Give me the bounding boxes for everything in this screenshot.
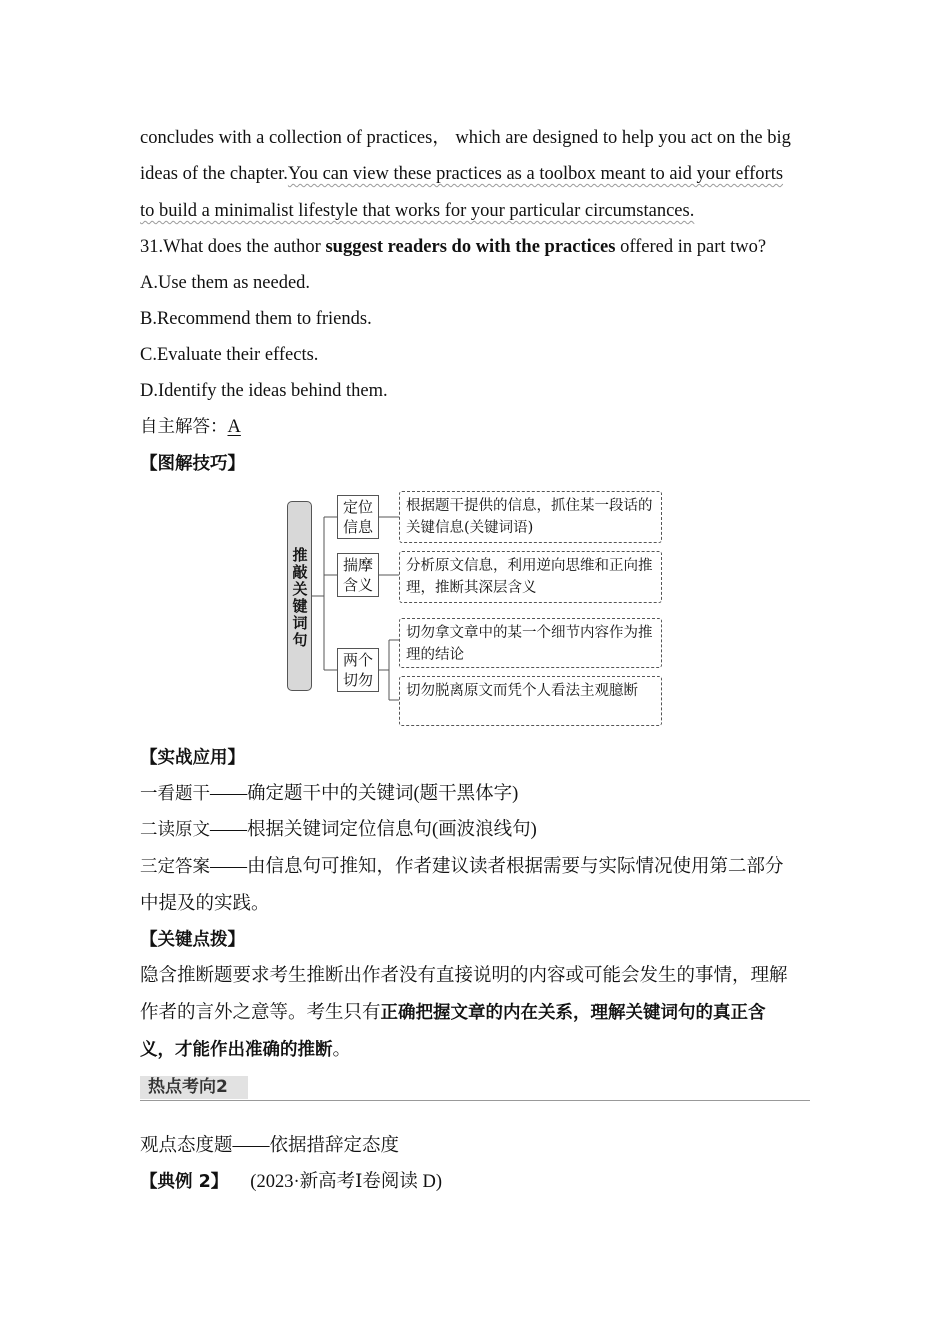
heading-guanjian: 【关键点拨】 xyxy=(140,930,245,950)
step-3 xyxy=(140,855,784,879)
passage-line-3-wavy: to build a minimalist lifestyle that works for your particular circumstances. xyxy=(140,201,695,221)
step-2-label: 二读原文 xyxy=(140,820,210,840)
step-3-cont: 中提及的实践。 xyxy=(140,894,270,914)
option-a: A.Use them as needed. xyxy=(140,273,311,293)
step-3-text: ——由信息句可推知，作者建议读者根据需要与实际情况使用第二部分 xyxy=(210,857,784,877)
passage-line-2 xyxy=(140,162,783,186)
keypoint-line-3-end: 。 xyxy=(332,1040,352,1060)
passage-line-2-wavy: You can view these practices as a toolbox meant to aid your efforts xyxy=(287,164,784,184)
answer-label: 自主解答： xyxy=(140,417,228,437)
question-prefix: 31.What does the author xyxy=(140,237,326,257)
step-1 xyxy=(140,782,518,806)
step-1-text: ——确定题干中的关键词(题干黑体字) xyxy=(210,784,519,804)
diagram-root: 推敲关键词句 xyxy=(287,501,312,691)
concept-diagram xyxy=(287,490,667,730)
answer-line xyxy=(140,415,241,439)
step-2 xyxy=(140,818,537,842)
topic-line: 观点态度题——依据措辞定态度 xyxy=(140,1136,400,1156)
diagram-node-liangge: 两个切勿 xyxy=(337,648,379,692)
passage-line-1: concludes with a collection of practices， which are designed to help you act on the big xyxy=(140,128,791,148)
heading-shizhan: 【实战应用】 xyxy=(140,748,245,768)
step-3-label: 三定答案 xyxy=(140,857,210,877)
section-tag: 热点考向2 xyxy=(140,1076,248,1099)
passage-line-2-plain: ideas of the chapter. xyxy=(140,164,288,184)
keypoint-line-2 xyxy=(140,1001,766,1025)
option-c: C.Evaluate their effects. xyxy=(140,345,319,365)
example-source: (2023·新高考Ⅰ卷阅读 D) xyxy=(250,1172,443,1192)
heading-tujie: 【图解技巧】 xyxy=(140,454,245,474)
diagram-leaf-qiewu-1: 切勿拿文章中的某一个细节内容作为推理的结论 xyxy=(399,618,662,668)
diagram-leaf-chuaimo: 分析原文信息，利用逆向思维和正向推理，推断其深层含义 xyxy=(399,551,662,603)
keypoint-line-1: 隐含推断题要求考生推断出作者没有直接说明的内容或可能会发生的事情，理解 xyxy=(140,966,788,986)
keypoint-line-2-bold: 正确把握文章的内在关系，理解关键词句的真正含 xyxy=(380,1003,766,1023)
option-b: B.Recommend them to friends. xyxy=(140,309,372,329)
diagram-leaf-qiewu-2: 切勿脱离原文而凭个人看法主观臆断 xyxy=(399,676,662,726)
step-2-text: ——根据关键词定位信息句(画波浪线句) xyxy=(210,820,537,840)
diagram-node-dingwei: 定位信息 xyxy=(337,495,379,539)
answer-value: A xyxy=(227,417,241,437)
example-line xyxy=(140,1170,442,1194)
diagram-node-chuaimo: 揣摩含义 xyxy=(337,553,379,597)
question-keywords: suggest readers do with the practices xyxy=(325,237,616,257)
question-suffix: offered in part two? xyxy=(615,237,767,257)
passage-line-3 xyxy=(140,199,694,223)
keypoint-line-2-plain: 作者的言外之意等。考生只有 xyxy=(140,1003,381,1023)
keypoint-line-3-bold: 义，才能作出准确的推断 xyxy=(140,1040,333,1060)
question-stem xyxy=(140,235,766,259)
keypoint-line-3 xyxy=(140,1038,351,1062)
section-divider xyxy=(140,1076,810,1101)
option-d: D.Identify the ideas behind them. xyxy=(140,381,388,401)
step-1-label: 一看题干 xyxy=(140,784,210,804)
example-label: 【典例 2】 xyxy=(140,1172,229,1192)
diagram-leaf-dingwei: 根据题干提供的信息，抓住某一段话的关键信息(关键词语) xyxy=(399,491,662,543)
